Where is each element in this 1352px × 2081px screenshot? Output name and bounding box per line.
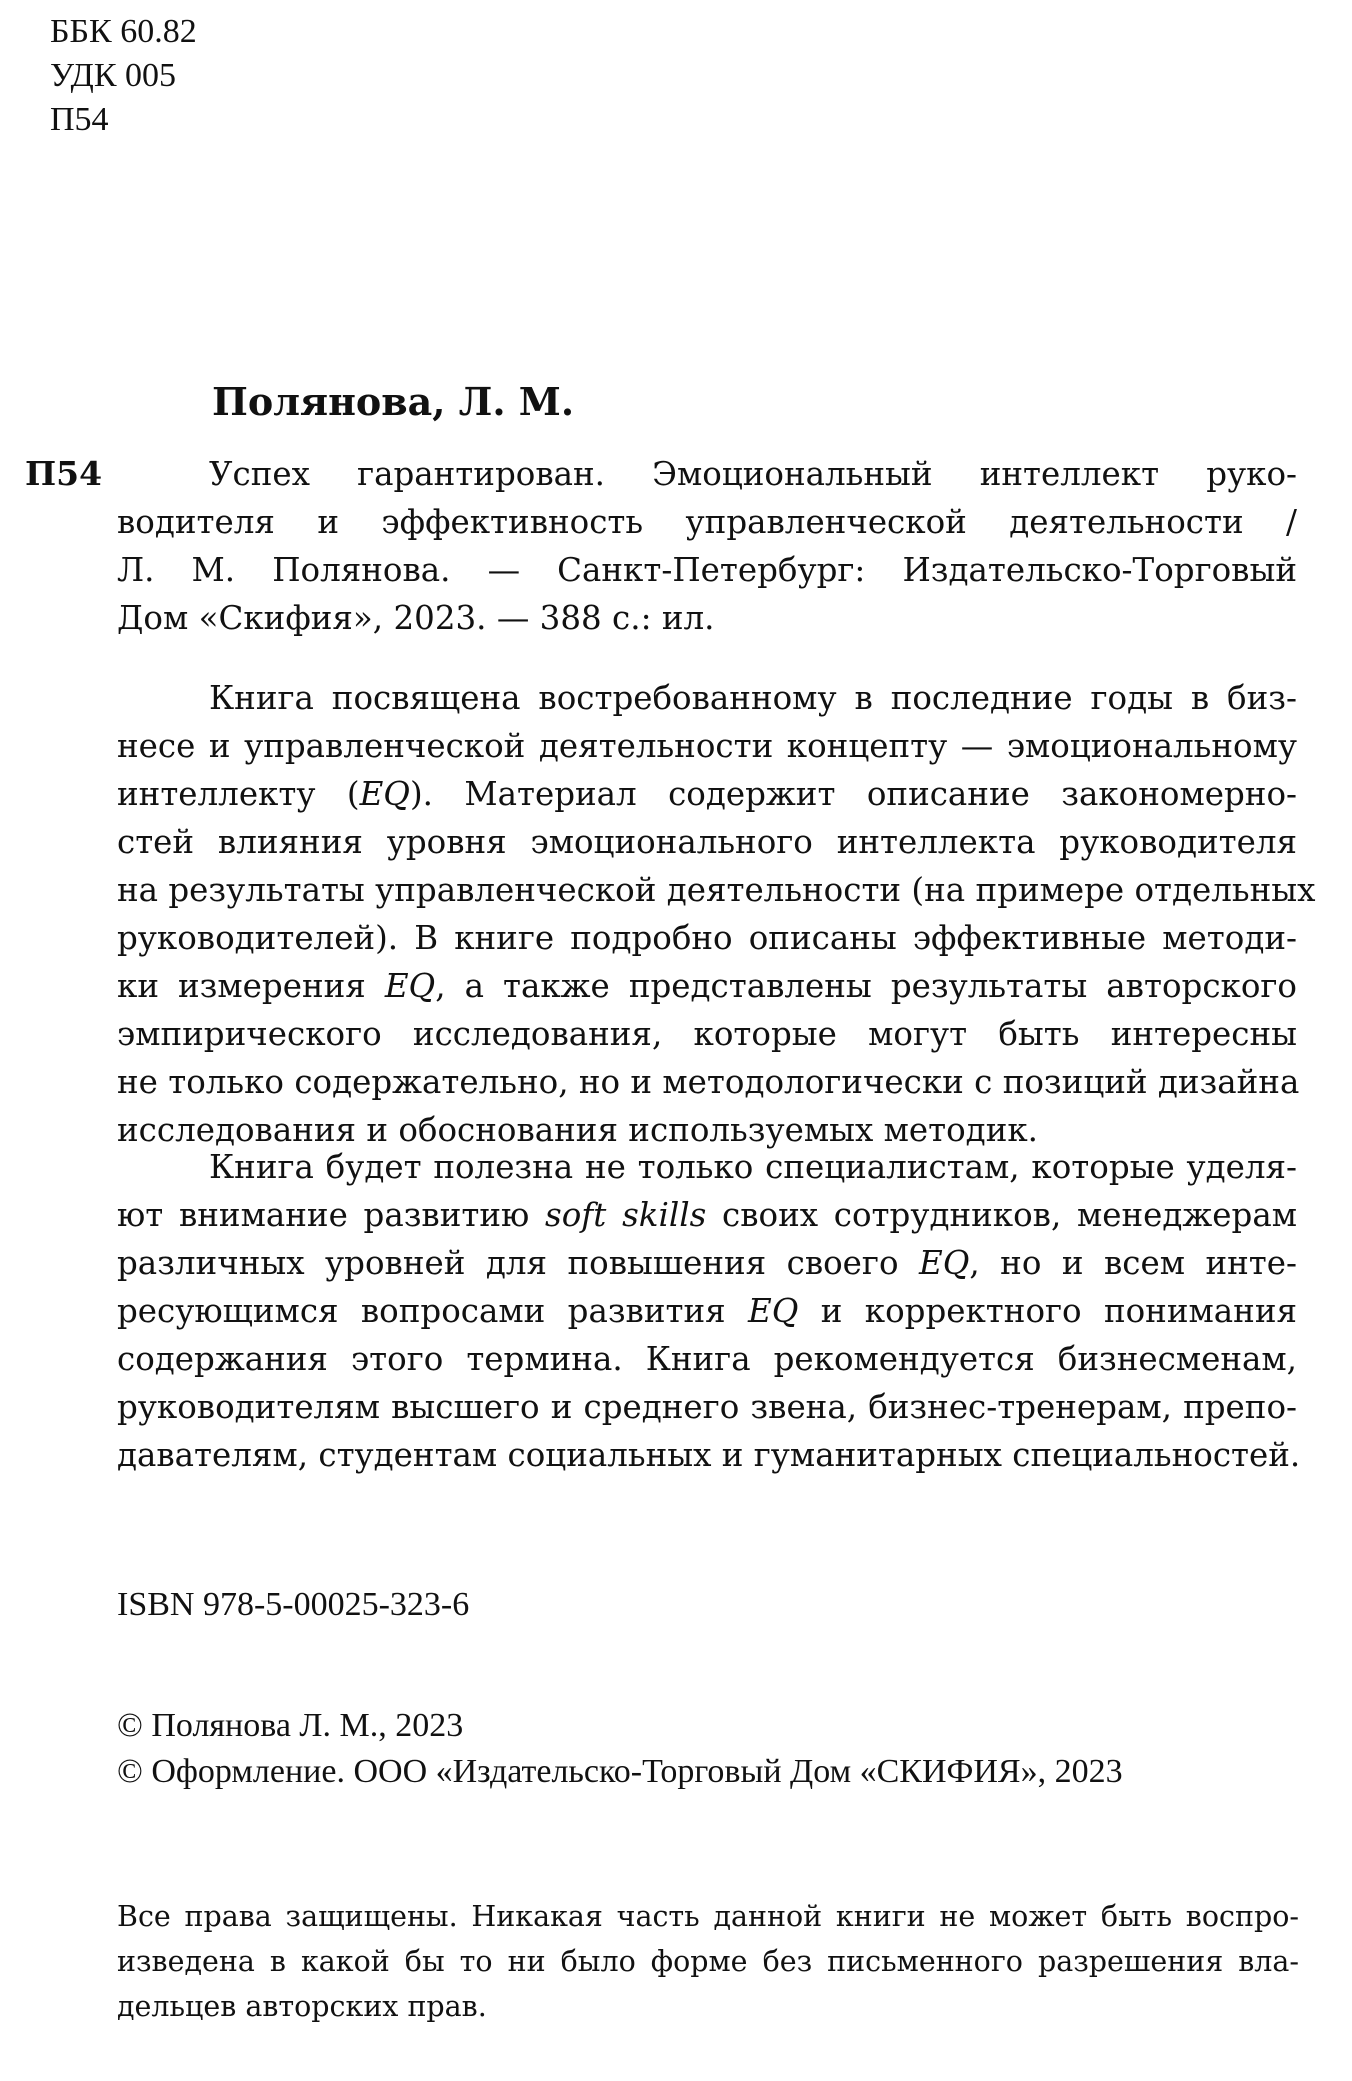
abstract-line: ют внимание развитию soft skills своих сотрудников, менеджерам bbox=[117, 1196, 1298, 1234]
citation-line: Дом «Скифия», 2023. — 388 с.: ил. bbox=[117, 599, 715, 637]
abstract-line: Книга будет полезна не только специалистам, которые уделя- bbox=[209, 1148, 1297, 1186]
udk-code: УДК 005 bbox=[50, 57, 177, 94]
abstract-line: на результаты управленческой деятельности (на примере отдельных bbox=[117, 871, 1316, 909]
abstract-line: исследования и обоснования используемых методик. bbox=[117, 1111, 1038, 1149]
abstract-line: ресующимся вопросами развития EQ и корректного понимания bbox=[117, 1292, 1297, 1330]
copyright-author: © Полянова Л. М., 2023 bbox=[117, 1707, 464, 1744]
catalog-mark: П54 bbox=[25, 454, 103, 493]
rights-notice bbox=[117, 1894, 1299, 2029]
abstract-line: различных уровней для повышения своего EQ, но и всем инте- bbox=[117, 1244, 1297, 1282]
abstract-line: давателям, студентам социальных и гуманитарных специальностей. bbox=[117, 1436, 1301, 1474]
abstract-line: Книга посвящена востребованному в последние годы в биз- bbox=[209, 679, 1297, 717]
citation-line: Л. М. Полянова. — Санкт-Петербург: Издательско-Торговый bbox=[117, 551, 1297, 589]
abstract-line: интеллекту (EQ). Материал содержит описание закономерно- bbox=[117, 775, 1297, 813]
abstract-line: руководителям высшего и среднего звена, бизнес-тренерам, препо- bbox=[117, 1388, 1297, 1426]
eq-term: EQ bbox=[359, 775, 410, 813]
abstract-line: стей влияния уровня эмоционального интеллекта руководителя bbox=[117, 823, 1297, 861]
eq-term: EQ bbox=[384, 967, 436, 1005]
author-heading: Полянова, Л. М. bbox=[212, 379, 575, 424]
bibliographic-citation bbox=[117, 450, 1297, 642]
abstract-line: несе и управленческой деятельности концепту — эмоциональному bbox=[117, 727, 1297, 765]
abstract-line: не только содержательно, но и методологически с позиций дизайна bbox=[117, 1063, 1300, 1101]
isbn: ISBN 978-5-00025-323-6 bbox=[117, 1586, 470, 1623]
abstract-line: руководителей). В книге подробно описаны эффективные методи- bbox=[117, 919, 1297, 957]
rights-line: дельцев авторских прав. bbox=[117, 1990, 487, 2023]
abstract-paragraph-1 bbox=[117, 674, 1316, 1154]
abstract-line: эмпирического исследования, которые могут быть интересны bbox=[117, 1015, 1297, 1053]
abstract-line: ки измерения EQ, а также представлены результаты авторского bbox=[117, 967, 1298, 1005]
copyright-design: © Оформление. ООО «Издательско-Торговый Дом «СКИФИЯ», 2023 bbox=[117, 1753, 1123, 1790]
bbk-code: ББК 60.82 bbox=[50, 13, 197, 50]
eq-term: EQ bbox=[918, 1244, 970, 1282]
citation-line: Успех гарантирован. Эмоциональный интеллект руко- bbox=[209, 455, 1297, 493]
author-mark: П54 bbox=[50, 101, 109, 138]
soft-skills-term: soft skills bbox=[545, 1196, 707, 1234]
copyright-block bbox=[117, 1703, 1123, 1795]
rights-line: Все права защищены. Никакая часть данной книги не может быть воспро- bbox=[117, 1900, 1299, 1933]
abstract-line: содержания этого термина. Книга рекомендуется бизнесменам, bbox=[117, 1340, 1297, 1378]
abstract-paragraph-2 bbox=[117, 1143, 1301, 1479]
eq-term: EQ bbox=[748, 1292, 799, 1330]
rights-line: изведена в какой бы то ни было форме без письменного разрешения вла- bbox=[117, 1945, 1299, 1978]
citation-line: водителя и эффективность управленческой деятельности / bbox=[117, 503, 1297, 541]
classification-codes bbox=[50, 10, 197, 142]
